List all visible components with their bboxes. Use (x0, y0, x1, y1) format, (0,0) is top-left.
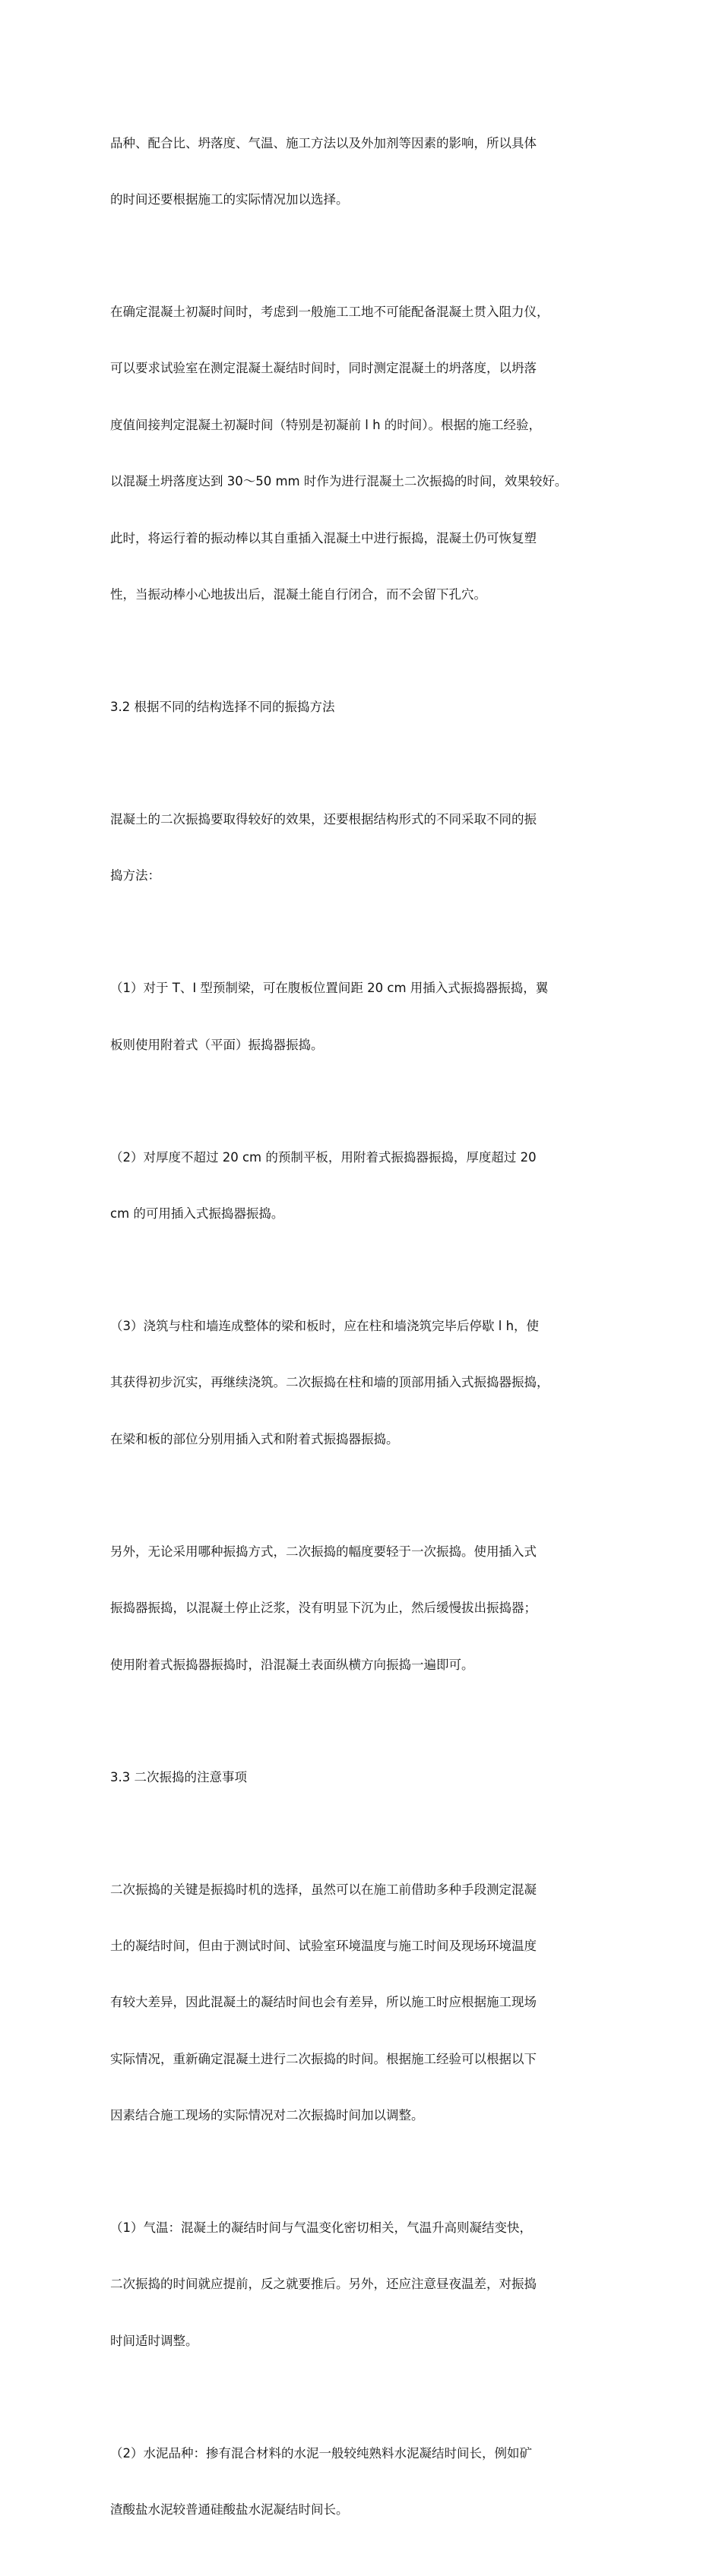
text-line: 品种、配合比、坍落度、气温、施工方法以及外加剂等因素的影响，所以具体 (110, 135, 537, 150)
text-line: 渣酸盐水泥较普通硅酸盐水泥凝结时间长。 (110, 2502, 349, 2518)
paragraph-initial-setting-time (110, 265, 627, 642)
text-line: 因素结合施工现场的实际情况对二次振捣时间加以调整。 (110, 2108, 424, 2123)
text-line: 混凝土的二次振捣要取得较好的效果，还要根据结构形式的不同采取不同的振 (110, 811, 537, 827)
text-line: 性，当振动棒小心地拔出后，混凝土能自行闭合，而不会留下孔穴。 (110, 586, 486, 602)
text-line: 此时，将运行着的振动棒以其自重插入混凝土中进行振捣，混凝土仍可恢复塑 (110, 530, 537, 545)
text-line: 二次振捣的时间就应提前，反之就要推后。另外，还应注意昼夜温差，对振捣 (110, 2277, 537, 2292)
paragraph-item-2-slabs (110, 1111, 627, 1261)
text-line: 板则使用附着式（平面）振捣器振捣。 (110, 1037, 324, 1052)
text-line: 使用附着式振捣器振捣时，沿混凝土表面纵横方向振捣一遍即可。 (110, 1657, 474, 1672)
document-page (110, 96, 627, 2576)
heading-line: 3.3 二次振捣的注意事项 (110, 1769, 247, 1784)
text-line: （3）浇筑与柱和墙连成整体的梁和板时，应在柱和墙浇筑完毕后停歇 l h，使 (110, 1319, 540, 1334)
text-line: （2）水泥品种：掺有混合材料的水泥一般较纯熟料水泥凝结时间长，例如矿 (110, 2445, 532, 2461)
heading-line: 3.2 根据不同的结构选择不同的振捣方法 (110, 699, 335, 714)
text-line: 在确定混凝土初凝时间时，考虑到一般施工工地不可能配备混凝土贯入阻力仪， (110, 304, 549, 319)
text-line: 在梁和板的部位分别用插入式和附着式振捣器振捣。 (110, 1431, 399, 1446)
text-line: （1）对于 T、I 型预制梁，可在腹板位置间距 20 cm 用插入式振捣器振捣，翼 (110, 981, 549, 996)
text-line: （2）对厚度不超过 20 cm 的预制平板，用附着式振捣器振捣，厚度超过 20 (110, 1149, 537, 1165)
paragraph-amplitude-note (110, 1505, 627, 1712)
text-line: 土的凝结时间，但由于测试时间、试验室环境温度与施工时间及现场环境温度 (110, 1938, 537, 1953)
paragraph-item-3-columns-walls (110, 1279, 627, 1487)
text-line: 有较大差异，因此混凝土的凝结时间也会有差异，所以施工时应根据施工现场 (110, 1995, 537, 2010)
text-line: 可以要求试验室在测定混凝土凝结时间时，同时测定混凝土的坍落度，以坍落 (110, 361, 537, 376)
text-line: 捣方法： (110, 868, 160, 883)
section-heading-3-3 (110, 1731, 627, 1825)
paragraph-factor-1-temperature (110, 2181, 627, 2388)
section-heading-3-2 (110, 660, 627, 754)
text-line: 的时间还要根据施工的实际情况加以选择。 (110, 191, 349, 207)
text-line: 时间适时调整。 (110, 2333, 198, 2348)
paragraph-factor-2-cement-type (110, 2407, 627, 2557)
paragraph-intro-continuation (110, 96, 627, 247)
text-line: 二次振捣的关键是振捣时机的选择，虽然可以在施工前借助多种手段测定混凝 (110, 1882, 537, 1897)
text-line: 实际情况，重新确定混凝土进行二次振捣的时间。根据施工经验可以根据以下 (110, 2051, 537, 2066)
paragraph-vibration-methods-intro (110, 773, 627, 923)
text-line: 振捣器振捣，以混凝土停止泛浆，没有明显下沉为止，然后缓慢拔出振捣器； (110, 1601, 537, 1616)
text-line: cm 的可用插入式振捣器振捣。 (110, 1206, 284, 1222)
text-line: （1）气温：混凝土的凝结时间与气温变化密切相关，气温升高则凝结变快， (110, 2220, 532, 2236)
text-line: 以混凝土坍落度达到 30～50 mm 时作为进行混凝土二次振捣的时间，效果较好。 (110, 474, 568, 489)
paragraph-item-1-beams (110, 942, 627, 1092)
text-line: 另外，无论采用哪种振捣方式，二次振捣的幅度要轻于一次振捣。使用插入式 (110, 1544, 537, 1559)
text-line: 度值间接判定混凝土初凝时间（特别是初凝前 l h 的时间）。根据的施工经验， (110, 417, 542, 432)
paragraph-timing-key (110, 1843, 627, 2164)
text-line: 其获得初步沉实，再继续浇筑。二次振捣在柱和墙的顶部用插入式振捣器振捣， (110, 1375, 549, 1390)
